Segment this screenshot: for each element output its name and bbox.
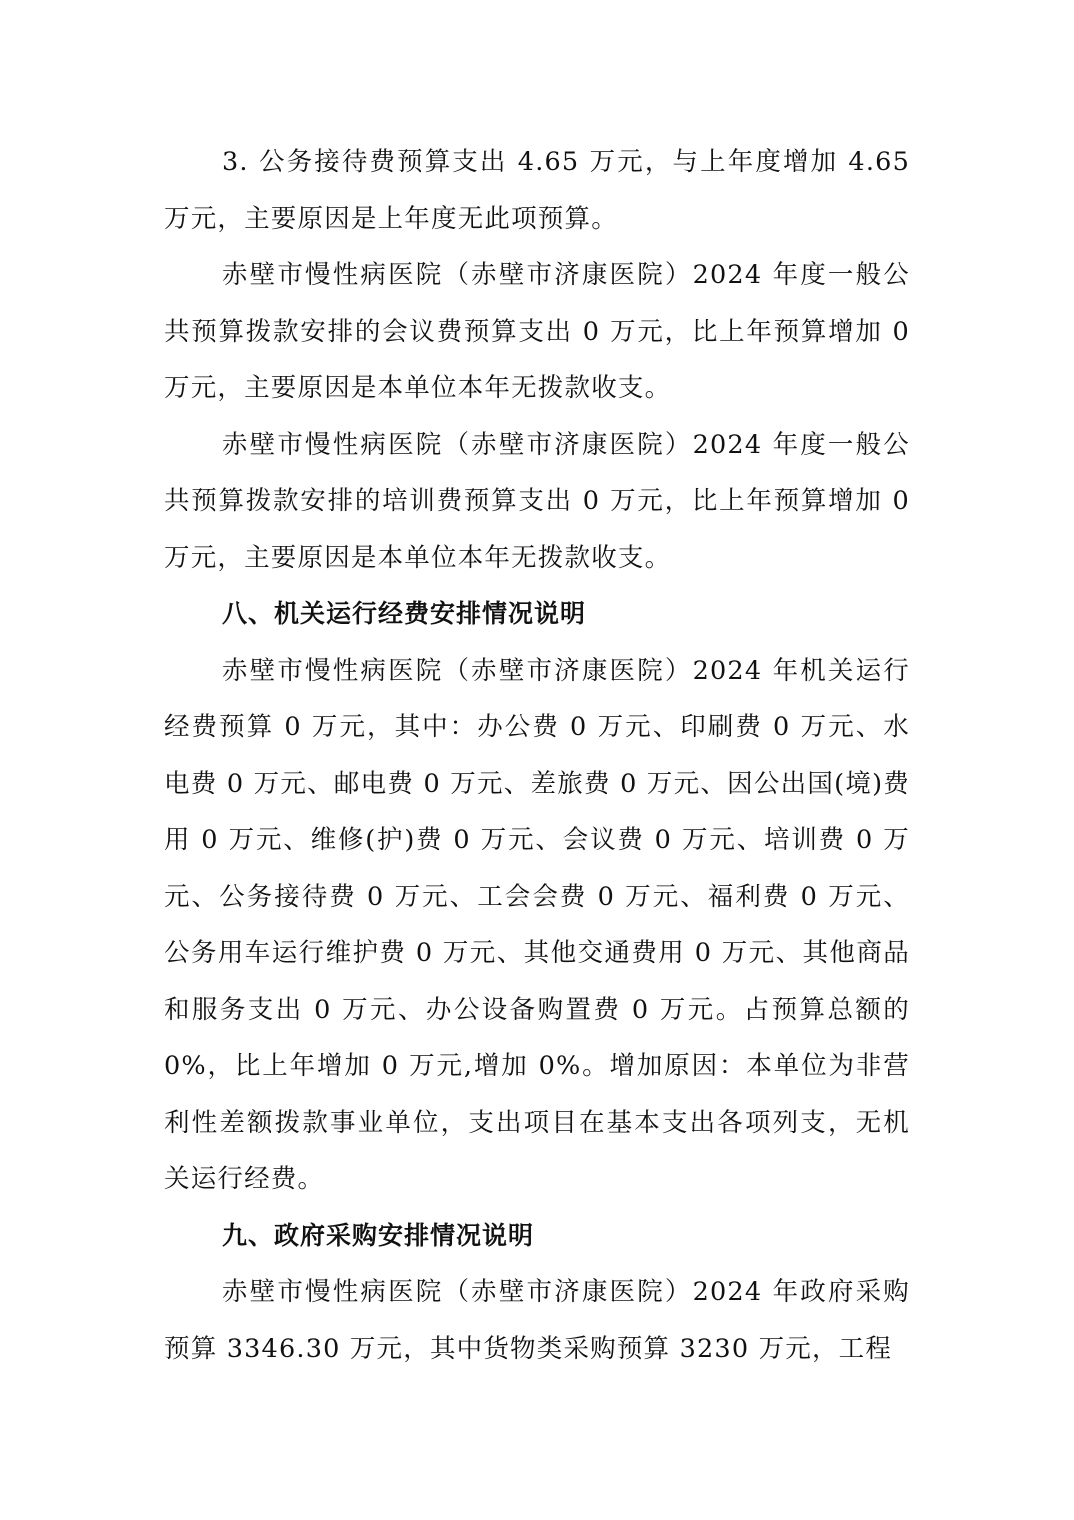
section-heading-operating-funds: 八、机关运行经费安排情况说明: [222, 599, 587, 628]
paragraph-government-procurement: 赤壁市慢性病医院（赤壁市济康医院）2024 年政府采购预算 3346.30 万元，其中货物类采购预算 3230 万元，工程: [164, 1277, 910, 1364]
paragraph-operating-funds: 赤壁市慢性病医院（赤壁市济康医院）2024 年机关运行经费预算 0 万元，其中：办公费 0 万元、印刷费 0 万元、水电费 0 万元、邮电费 0 万元、差旅费 0 万元、因公出国(境)费用 0 万元、维修(护)费 0 万元、会议费 0 万元、培训费 0 万元、公务接待费 0 万元、工会会费 0 万元、福利费 0 万元、公务用车运行维护费 0 万元、其他交通费用 0 万元、其他商品和服务支出 0 万元、办公设备购置费 0 万元。占预算总额的 0%，比上年增加 0 万元,增加 0%。增加原因：本单位为非营利性差额拨款事业单位，支出项目在基本支出各项列支，无机关运行经费。: [164, 655, 910, 1194]
paragraph-training-expense: 赤壁市慢性病医院（赤壁市济康医院）2024 年度一般公共预算拨款安排的培训费预算支出 0 万元，比上年预算增加 0 万元，主要原因是本单位本年无拨款收支。: [164, 429, 910, 573]
paragraph-reception-expense: 3. 公务接待费预算支出 4.65 万元，与上年度增加 4.65 万元，主要原因是上年度无此项预算。: [164, 147, 910, 234]
document-body: [164, 134, 910, 1377]
section-heading-government-procurement: 九、政府采购安排情况说明: [222, 1220, 535, 1250]
paragraph-meeting-expense: 赤壁市慢性病医院（赤壁市济康医院）2024 年度一般公共预算拨款安排的会议费预算支出 0 万元，比上年预算增加 0 万元，主要原因是本单位本年无拨款收支。: [164, 260, 910, 403]
